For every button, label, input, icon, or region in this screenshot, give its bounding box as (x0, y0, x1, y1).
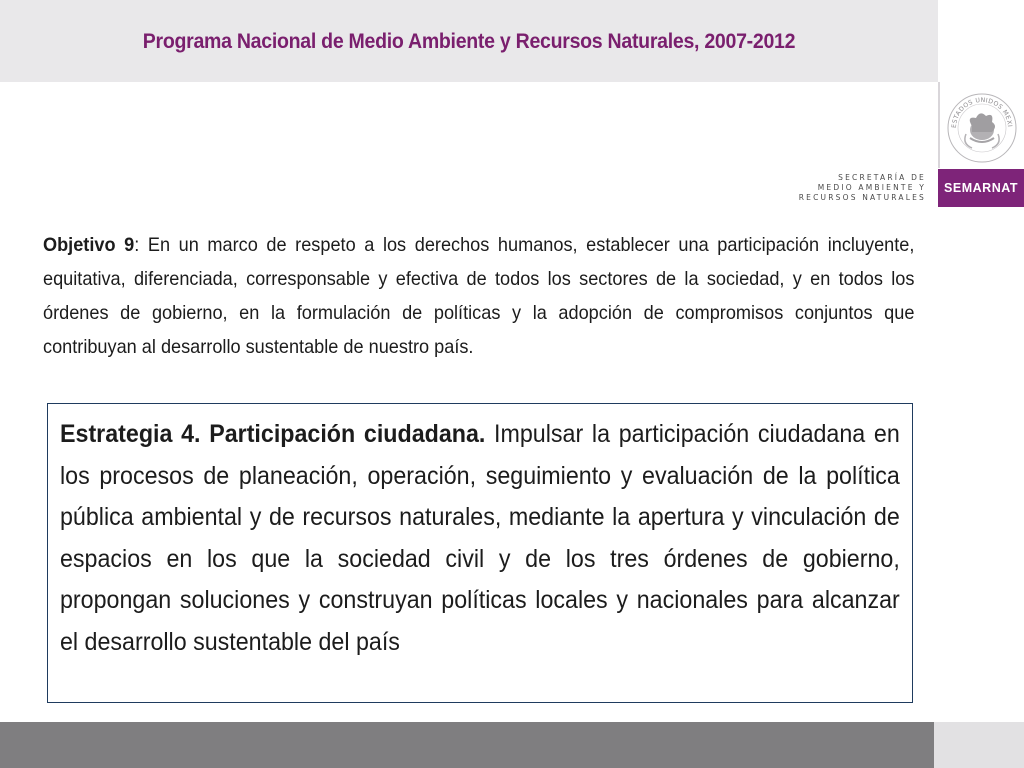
objetivo-text: : En un marco de respeto a los derechos humanos, establecer una participación incluyente, equitativa, diferenciada, corresponsable y efectiva de todos los sectores de la sociedad, y en todos los órdenes de gobierno, en la formulación de políticas y la adopción de compromisos conjuntos que contribuyan al desarrollo sustentable de nuestro país. (43, 234, 915, 358)
objetivo-label: Objetivo 9 (43, 234, 135, 256)
header-band (0, 0, 938, 82)
divider (938, 82, 940, 168)
footer-band (0, 722, 934, 768)
footer-corner (934, 722, 1024, 768)
secretaria-label (790, 173, 926, 203)
page-title: Programa Nacional de Medio Ambiente y Recursos Naturales, 2007-2012 (142, 30, 796, 53)
secretaria-line-1: SECRETARÍA DE (838, 173, 926, 182)
estrategia-text: Impulsar la participación ciudadana en los procesos de planeación, operación, seguimiento y evaluación de la política pública ambiental y de recursos naturales, mediante la apertura y vinculación de espacios en los que la sociedad civil y de los tres órdenes de gobierno, propongan soluciones y construyan políticas locales y nacionales para alcanzar el desarrollo sustentable del país (60, 420, 900, 656)
secretaria-line-2: MEDIO AMBIENTE Y (817, 183, 926, 192)
estrategia-paragraph (60, 414, 900, 663)
seal-text: ESTADOS UNIDOS MEXI (950, 96, 1014, 129)
objetivo-paragraph (43, 228, 914, 364)
coat-of-arms-seal-icon (942, 88, 1022, 168)
secretaria-line-3: RECURSOS NATURALES (798, 193, 926, 202)
estrategia-label: Estrategia 4. Participación ciudadana. (60, 420, 486, 448)
semarnat-logo: SEMARNAT (938, 169, 1024, 207)
header-corner (938, 0, 1024, 82)
